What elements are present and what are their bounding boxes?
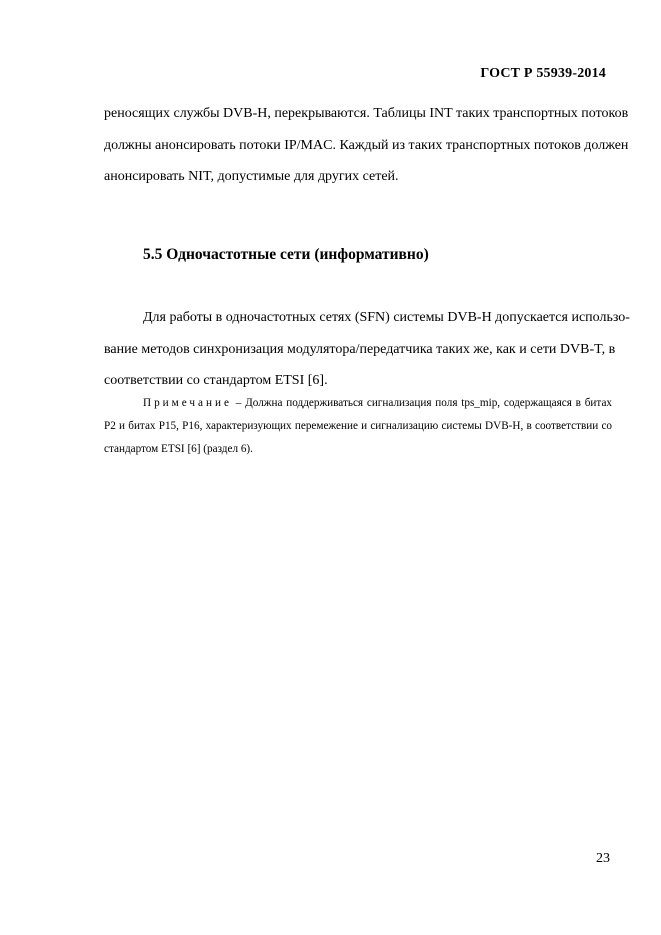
paragraph-sfn xyxy=(104,302,630,397)
note-line xyxy=(104,392,612,415)
paragraph-line: должны анонсировать потоки IP/MAC. Каждый из таких транспортных потоков должен xyxy=(104,137,629,153)
note-block xyxy=(104,392,612,461)
section-heading: 5.5 Одночастотные сети (информативно) xyxy=(143,246,429,263)
paragraph-line: реносящих службы DVB-H, перекрываются. Таблицы INT таких транспортных потоков xyxy=(104,106,629,121)
page-number: 23 xyxy=(596,851,610,866)
paragraph-continuation xyxy=(104,98,629,193)
note-text: – Должна поддерживаться сигнализация поля tps_mip, содержащаяся в битах xyxy=(231,397,612,409)
paragraph-line: соответствии со стандартом ETSI [6]. xyxy=(104,373,328,388)
paragraph-line: анонсировать NIT, допустимые для других сетей. xyxy=(104,169,399,184)
note-line: P2 и битах P15, P16, характеризующих перемежение и сигнализацию системы DVB-H, в соответствии со xyxy=(104,420,612,432)
note-line: стандартом ETSI [6] (раздел 6). xyxy=(104,443,253,455)
note-label: Примечание xyxy=(143,397,232,409)
paragraph-line: Для работы в одночастотных сетях (SFN) системы DVB-H допускается использо- xyxy=(143,310,630,325)
document-code: ГОСТ Р 55939-2014 xyxy=(480,66,606,81)
paragraph-line: вание методов синхронизация модулятора/передатчика таких же, как и сети DVB-T, в xyxy=(104,341,616,357)
